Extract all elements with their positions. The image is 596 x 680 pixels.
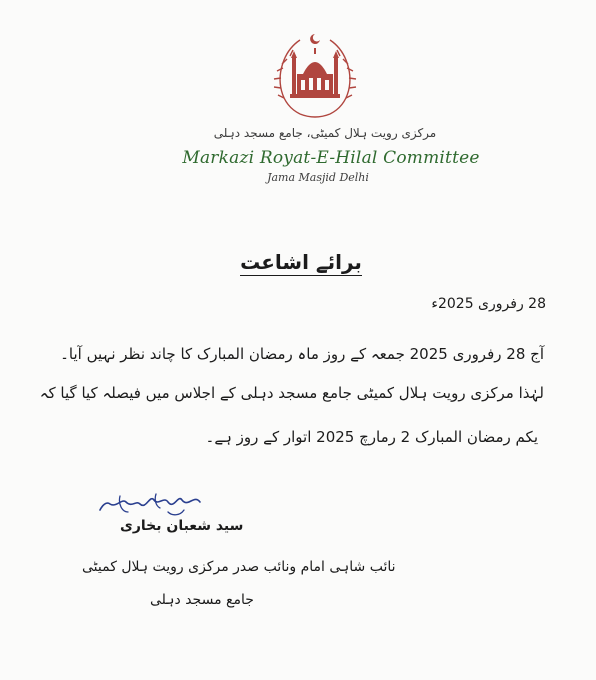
notice-line-2: لہٰذا مرکزی رویت ہلال کمیٹی جامع مسجد دہلی کے اجلاس میں فیصلہ کیا گیا کہ [39,384,544,402]
notice-line-1: آج 28 رفروری 2025 جمعہ کے روز ماہ رمضان المبارک کا چاند نظر نہیں آیا۔ [60,345,544,363]
notice-line-3: یکم رمضان المبارک 2 رمارچ 2025 اتوار کے روز ہے۔ [205,428,538,446]
handwritten-signature [96,488,206,522]
committee-name-urdu: مرکزی رویت ہلال کمیٹی، جامع مسجد دہلی [213,126,437,140]
signatory-name: سید شعبان بخاری [120,518,244,534]
committee-name-english: Markazi Royat-E-Hilal Committee [182,148,480,168]
signatory-place: جامع مسجد دہلی [150,592,254,608]
notice-date: 28 رفروری 2025ء [431,296,546,312]
notice-heading-text: برائے اشاعت [240,250,362,274]
committee-location: Jama Masjid Delhi [267,171,369,184]
mosque-emblem-logo [270,28,360,124]
notice-heading [0,250,596,274]
signatory-role: نائب شاہی امام ونائب صدر مرکزی رویت ہلال کمیٹی [82,559,396,575]
